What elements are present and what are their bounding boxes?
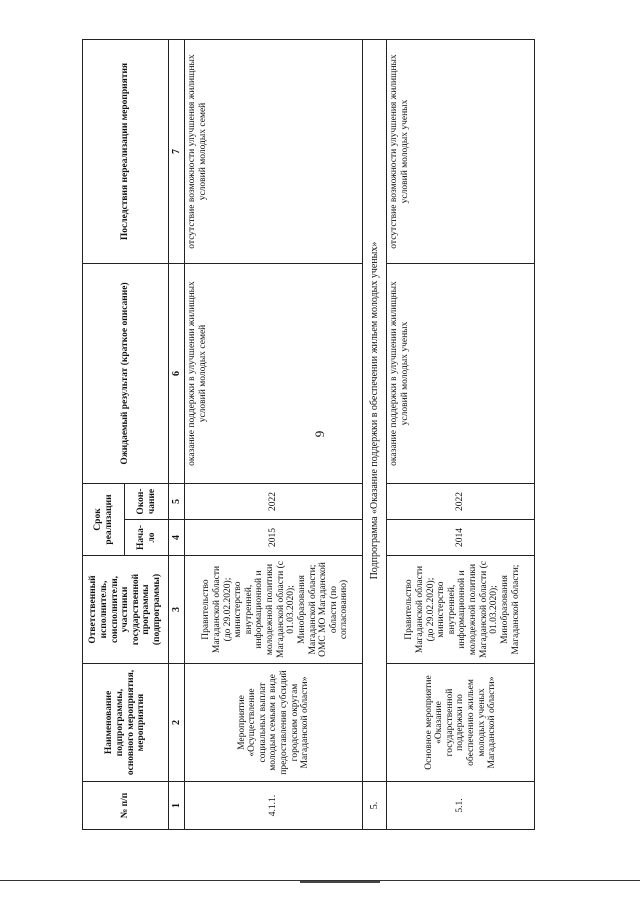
col-index-3: 3 xyxy=(169,556,185,664)
row-end: 2022 xyxy=(387,484,535,520)
row-responsible: Правительство Магаданской области (до 29.02.2020); министерство внутренней, информационной и молодежной политики Магаданской области (с 01.03.2020); Минобразования Магаданской области; ОМС МО Магаданской области (по согласованию) xyxy=(185,556,363,664)
header-end: Окон-чание xyxy=(125,484,169,520)
row-num: 5.1. xyxy=(387,782,535,830)
header-num: № п/п xyxy=(83,782,169,830)
header-row-1 xyxy=(83,40,125,830)
col-index-7: 7 xyxy=(169,40,185,264)
table-row xyxy=(387,40,535,830)
header-responsible: Ответственный исполнитель, соисполнители, участники государственной программы (подпрограммы) xyxy=(83,556,169,664)
subprogram-row xyxy=(363,40,387,830)
row-name: Мероприятие «Осуществление социальных выплат молодым семьям в виде предоставления субсидий городским округам Магаданской области» xyxy=(185,664,363,782)
row-result: оказание поддержки в улучшении жилищных условий молодых семей xyxy=(185,264,363,484)
row-end: 2022 xyxy=(185,484,363,520)
row-num: 4.1.1. xyxy=(185,782,363,830)
scan-mark xyxy=(300,881,380,883)
row-start: 2015 xyxy=(185,520,363,556)
row-name: Основное мероприятие «Оказание государственной поддержки по обеспечению жильем молодых ученых Магаданской области» xyxy=(387,664,535,782)
table-row xyxy=(185,40,363,830)
header-period: Срок реализации xyxy=(83,484,125,556)
col-index-2: 2 xyxy=(169,664,185,782)
program-measures-table xyxy=(82,39,535,830)
col-index-6: 6 xyxy=(169,264,185,484)
row-consequences: отсутствие возможности улучшения жилищных условий молодых ученых xyxy=(387,40,535,264)
page-number: 9 xyxy=(312,430,327,438)
rotated-table-container xyxy=(82,40,534,830)
row-responsible: Правительство Магаданской области (до 29.02.2020); министерство внутренней, информационной и молодежной политики Магаданской области (с 01.03.2020); Минобразования Магаданской области; xyxy=(387,556,535,664)
row-result: оказание поддержки в улучшении жилищных условий молодых ученых xyxy=(387,264,535,484)
col-index-4: 4 xyxy=(169,520,185,556)
header-start: Нача-ло xyxy=(125,520,169,556)
subprogram-title: Подпрограмма «Оказание поддержки в обеспечении жильем молодых ученых» xyxy=(363,40,387,782)
col-index-1: 1 xyxy=(169,782,185,830)
column-index-row xyxy=(169,40,185,830)
subprogram-num: 5. xyxy=(363,782,387,830)
header-result: Ожидаемый результат (краткое описание) xyxy=(83,264,169,484)
header-consequences: Последствия нереализации мероприятия xyxy=(83,40,169,264)
row-start: 2014 xyxy=(387,520,535,556)
col-index-5: 5 xyxy=(169,484,185,520)
row-consequences: отсутствие возможности улучшения жилищных условий молодых семей xyxy=(185,40,363,264)
header-name: Наименование подпрограммы, основного мероприятия, мероприятия xyxy=(83,664,169,782)
